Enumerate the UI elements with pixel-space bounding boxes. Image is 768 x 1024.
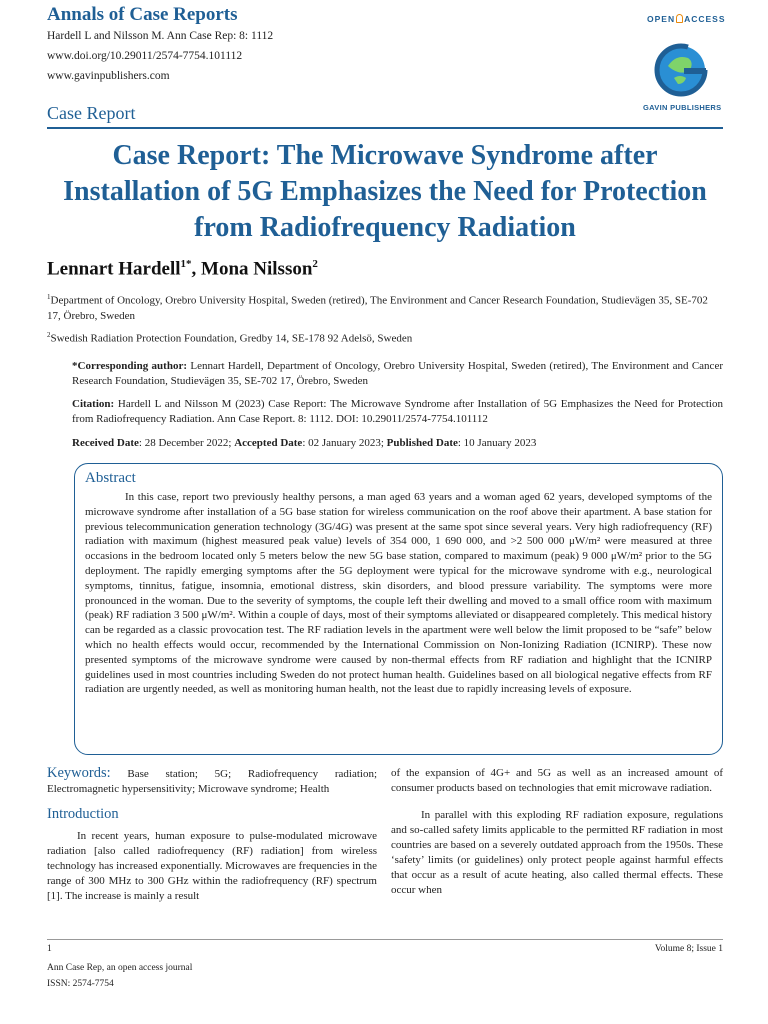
left-column [47, 766, 377, 904]
gavin-publishers-logo-icon [654, 40, 710, 100]
affiliation-2 [47, 328, 723, 347]
intro-paragraph-3: In parallel with this exploding RF radiation exposure, regulations and so-called safety limits applicable to the permitted RF radiation in most countries are based on a severely outdated approach from the 1950s. These ‘safety’ limits (or guidelines) only protect people against harmful effects that occur as a result of acute heating, also called thermal effects. These occur when [391, 809, 723, 896]
footer-issn: ISSN: 2574-7754 [47, 979, 114, 989]
section-label: Case Report [47, 103, 136, 123]
affiliation-2-text: Swedish Radiation Protection Foundation, Gredby 14, SE-178 92 Adelsö, Sweden [50, 332, 413, 345]
published-label: Published Date [386, 437, 458, 449]
footer-journal: Ann Case Rep, an open access journal [47, 963, 193, 973]
journal-title: Annals of Case Reports [47, 4, 238, 25]
citation-short: Hardell L and Nilsson M. Ann Case Rep: 8: 1112 [47, 30, 274, 42]
intro-paragraph-1: In recent years, human exposure to pulse-modulated microwave radiation [also called radiofrequency (RF) radiation] from wireless technology has increased exponentially. Microwaves are frequencies in the range of 300 MHz to 300 GHz within the radiofrequency (RF) spectrum [1]. The increase is mainly a result [47, 830, 377, 902]
accepted-label: Accepted Date [234, 437, 303, 449]
abstract-title: Abstract [85, 470, 136, 486]
right-column [391, 766, 723, 898]
corresponding-author [72, 359, 723, 389]
published-date: : 10 January 2023 [457, 437, 537, 449]
keywords-text: Base station; 5G; Radiofrequency radiation; Electromagnetic hypersensitivity; Microwave syndrome; Health [47, 768, 377, 795]
affiliation-1-text: Department of Oncology, Orebro University Hospital, Sweden (retired), The Environment and Cancer Research Foundation, Studievägen 35, SE-702 17, Örebro, Sweden [47, 294, 708, 322]
author-2-sup: 2 [312, 258, 318, 270]
keywords-label: Keywords: [47, 765, 111, 781]
author-1: Lennart Hardell [47, 258, 181, 280]
received-date: : 28 December 2022; [138, 437, 235, 449]
affiliation-1 [47, 290, 723, 324]
author-1-sup: 1* [180, 258, 192, 270]
accepted-date: : 02 January 2023; [302, 437, 387, 449]
introduction-heading: Introduction [47, 806, 119, 822]
citation-text: Hardell L and Nilsson M (2023) Case Report: The Microwave Syndrome after Installation of 5G Emphasizes the Need for Protection from Radiofrequency Radiation. Ann Case Report. 8: 1112. DOI: 10.29011/2574-7754.101112 [72, 398, 723, 425]
open-access-right: ACCESS [684, 14, 726, 24]
doi-link[interactable]: www.doi.org/10.29011/2574-7754.101112 [47, 50, 243, 62]
footer-rule [47, 939, 723, 940]
corresponding-label: *Corresponding author: [72, 360, 187, 372]
keywords [47, 766, 377, 797]
abstract-box [74, 463, 723, 755]
intro-paragraph-2: of the expansion of 4G+ and 5G as well as an increased amount of consumer products based on technologies that emit microwave radiation. [391, 767, 723, 794]
open-access-lock-icon [676, 14, 683, 23]
author-separator: , [191, 258, 202, 280]
page-number: 1 [47, 944, 52, 954]
received-label: Received Date [72, 437, 139, 449]
dates [72, 436, 723, 451]
site-link[interactable]: www.gavinpublishers.com [47, 70, 170, 82]
abstract-text: In this case, report two previously healthy persons, a man aged 63 years and a woman aged 62 years, developed symptoms of the microwave syndrome after installation of a 5G base station for wireless communication on the roof above their apartment. A base station for previous telecommunication generation technology (3G/4G) was present at the same spot since several years. Very high radiofrequency (RF) radiation with maximum (highest measured peak value) levels of 354 000, 1 690 000, and >2 500 000 μW/m² were measured at three occasions in the bedroom located only 5 meters below the new 5G base station, compared to maximum (peak) 9 000 μW/m² prior to the 5G deployment. The rapidly emerging symptoms after the 5G deployment were typical for the microwave syndrome with e.g., neurological symptoms, tinnitus, fatigue, insomnia, emotional distress, skin disorders, and blood pressure variability. The symptoms were more pronounced in the woman. Due to the severity of symptoms, the couple left their dwelling and moved to a small office room with maximum (peak) RF radiation 3 500 μW/m². Within a couple of days, most of their symptoms alleviated or disappeared completely. This medical history can be regarded as a classic provocation test. The RF radiation levels in the apartment were well below the limit proposed to be “safe” below which no health effects would occur, recommended by the International Commission on Non-Ionizing Radiation (ICNIRP). These now presented symptoms of the microwave syndrome were caused by non-thermal effects from RF radiation and highlight that the ICNIRP guidelines used in most countries including Sweden do not protect human health. Guidelines based on all biological negative effects from RF radiation are urgently needed, as well as monitoring human health, not the least due to rapidly increasing levels of exposure. [85, 491, 712, 696]
citation-label: Citation: [72, 398, 115, 410]
affiliation-2-sup: 2 [47, 331, 51, 339]
publisher-name: GAVIN PUBLISHERS [643, 103, 722, 112]
header-rule [47, 127, 723, 129]
volume-issue: Volume 8; Issue 1 [654, 944, 723, 954]
affiliation-1-sup: 1 [47, 293, 51, 301]
citation [72, 397, 723, 427]
corresponding-text: Lennart Hardell, Department of Oncology, Orebro University Hospital, Sweden (retired), The Environment and Cancer Research Foundation, Studievägen 35, SE-702 17, Örebro, Sweden [72, 360, 723, 387]
open-access-left: OPEN [647, 14, 676, 24]
authors [47, 258, 318, 280]
author-2: Mona Nilsson [201, 258, 313, 280]
article-title: Case Report: The Microwave Syndrome after Installation of 5G Emphasizes the Need for Protection from Radiofrequency Radiation [63, 140, 707, 243]
open-access-badge [647, 14, 726, 24]
